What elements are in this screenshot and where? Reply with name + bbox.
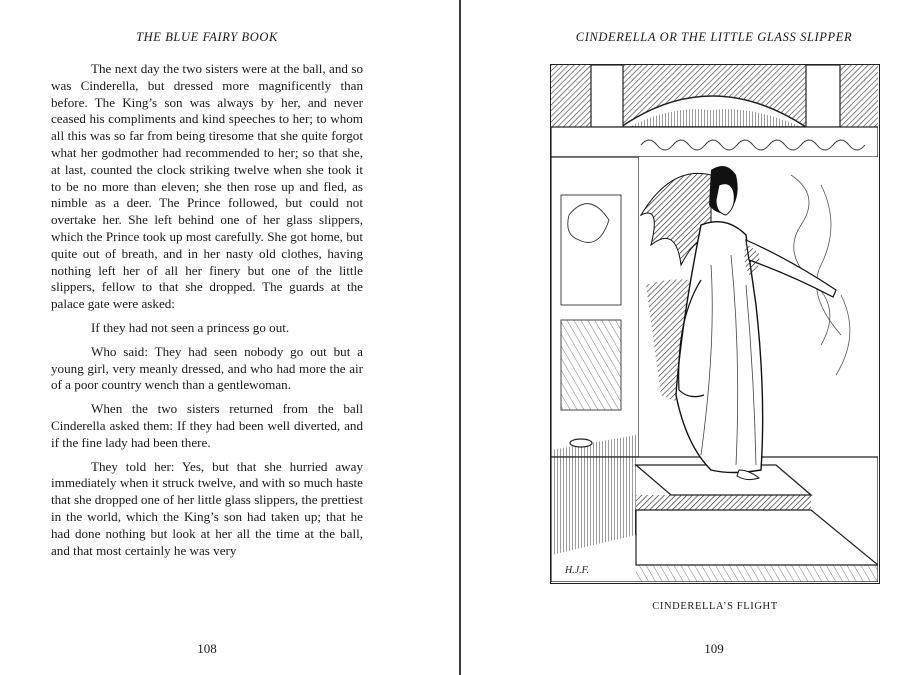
left-running-head: THE BLUE FAIRY BOOK	[136, 30, 278, 44]
right-page	[461, 0, 924, 675]
illustrator-signature: H.J.F.	[565, 565, 589, 576]
paragraph: They told her: Yes, but that she hurried away immediately when it struck twelve, and with so much haste that she dropped one of her little glass slippers, the prettiest in the world, which the King’s son had taken up; that he had done nothing but look at her all the time at the ball, and that most certainly he was very	[51, 458, 363, 558]
left-page	[0, 0, 459, 675]
left-pillar	[591, 65, 623, 127]
step-upper	[551, 435, 636, 555]
slipper-icon	[570, 439, 592, 447]
right-pillar	[806, 65, 840, 127]
cinderella-fleeing-illustration	[551, 65, 878, 582]
left-wall	[551, 157, 639, 457]
paragraph: Who said: They had seen nobody go out but a young girl, very meanly dressed, and who had more the air of a poor country wench than a gentlewoman.	[51, 343, 363, 393]
illustration-caption: CINDERELLA’S FLIGHT	[652, 601, 778, 612]
left-page-number: 108	[197, 641, 217, 656]
right-running-head: CINDERELLA OR THE LITTLE GLASS SLIPPER	[575, 30, 853, 44]
body-text	[51, 61, 363, 559]
paragraph: The next day the two sisters were at the ball, and so was Cinderella, but dressed more magnificently than before. The King’s son was always by her, and never ceased his compliments and kind speeches to her; to whom all this was so far from being tiresome that she quite forgot what her godmother had recommended to her; so that she, at last, counted the clock striking twelve when she took it to be no more than eleven; she then rose up and fled, as nimble as a deer. The Prince followed, but could not overtake her. She left behind one of her glass slippers, which the Prince took up most carefully. She got home, but quite out of breath, and in her nasty old clothes, having nothing left her of all her finery but one of the little slippers, fellow to that she dropped. The guards at the palace gate were asked:	[51, 61, 363, 312]
illustration-plate	[550, 64, 880, 584]
paragraph: When the two sisters returned from the ball Cinderella asked them: If they had been well diverted, and if the fine lady had been there.	[51, 401, 363, 450]
frieze	[551, 127, 878, 157]
right-page-number: 109	[704, 641, 724, 656]
paragraph: If they had not seen a princess go out.	[91, 319, 290, 335]
